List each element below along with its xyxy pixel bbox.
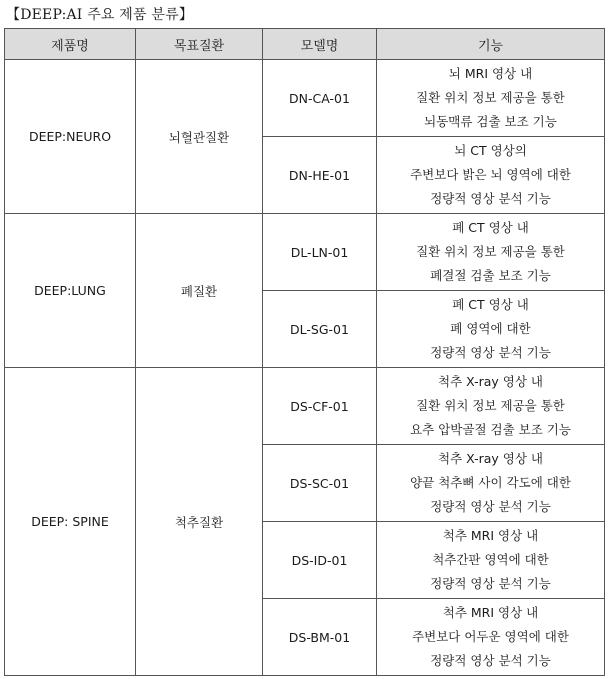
- function-line: 뇌 CT 영상의: [454, 143, 527, 158]
- function-line: 양끝 척추뼈 사이 각도에 대한: [410, 475, 571, 490]
- function-line: 척추 X-ray 영상 내: [438, 374, 543, 389]
- model-name-cell: DL-LN-01: [263, 214, 377, 291]
- model-name-cell: DN-CA-01: [263, 60, 377, 137]
- function-line: 척추 MRI 영상 내: [442, 528, 539, 543]
- model-name-cell: DS-SC-01: [263, 445, 377, 522]
- document-title: 【DEEP:AI 주요 제품 분류】: [6, 7, 194, 23]
- function-line: 척추간판 영역에 대한: [432, 552, 549, 567]
- function-line: 질환 위치 정보 제공을 통한: [416, 244, 565, 259]
- table-body: [5, 60, 605, 676]
- function-line: 주변보다 밝은 뇌 영역에 대한: [410, 167, 571, 182]
- function-cell: [377, 291, 605, 368]
- function-line: 정량적 영상 분석 기능: [430, 653, 551, 668]
- model-name-cell: DS-CF-01: [263, 368, 377, 445]
- function-line: 질환 위치 정보 제공을 통한: [416, 90, 565, 105]
- function-cell: [377, 445, 605, 522]
- function-cell: [377, 599, 605, 676]
- function-line: 폐 CT 영상 내: [452, 297, 529, 312]
- target-disease-cell: 뇌혈관질환: [136, 60, 263, 214]
- function-line: 정량적 영상 분석 기능: [430, 345, 551, 360]
- function-line: 정량적 영상 분석 기능: [430, 499, 551, 514]
- product-name-cell: DEEP:NEURO: [5, 60, 136, 214]
- function-line: 뇌동맥류 검출 보조 기능: [424, 114, 557, 129]
- header-model-name: 모델명: [263, 29, 377, 60]
- function-line: 폐결절 검출 보조 기능: [430, 268, 551, 283]
- table-row: [5, 368, 605, 445]
- function-line: 척추 MRI 영상 내: [442, 605, 539, 620]
- function-line: 폐 CT 영상 내: [452, 220, 529, 235]
- function-cell: [377, 522, 605, 599]
- model-name-cell: DN-HE-01: [263, 137, 377, 214]
- product-name-cell: DEEP:LUNG: [5, 214, 136, 368]
- function-line: 주변보다 어두운 영역에 대한: [412, 629, 569, 644]
- table-header: [5, 29, 605, 60]
- table-row: [5, 214, 605, 291]
- target-disease-cell: 척추질환: [136, 368, 263, 676]
- header-product-name: 제품명: [5, 29, 136, 60]
- function-line: 요추 압박골절 검출 보조 기능: [410, 422, 571, 437]
- model-name-cell: DL-SG-01: [263, 291, 377, 368]
- model-name-cell: DS-BM-01: [263, 599, 377, 676]
- function-cell: [377, 137, 605, 214]
- header-target-disease: 목표질환: [136, 29, 263, 60]
- function-line: 정량적 영상 분석 기능: [430, 191, 551, 206]
- product-classification-table: [4, 28, 605, 676]
- header-row: [5, 29, 605, 60]
- function-line: 척추 X-ray 영상 내: [438, 451, 543, 466]
- function-cell: [377, 60, 605, 137]
- function-cell: [377, 214, 605, 291]
- target-disease-cell: 폐질환: [136, 214, 263, 368]
- model-name-cell: DS-ID-01: [263, 522, 377, 599]
- header-function: 기능: [377, 29, 605, 60]
- function-cell: [377, 368, 605, 445]
- function-line: 정량적 영상 분석 기능: [430, 576, 551, 591]
- function-line: 폐 영역에 대한: [450, 321, 531, 336]
- function-line: 뇌 MRI 영상 내: [448, 66, 533, 81]
- function-line: 질환 위치 정보 제공을 통한: [416, 398, 565, 413]
- table-row: [5, 60, 605, 137]
- product-name-cell: DEEP: SPINE: [5, 368, 136, 676]
